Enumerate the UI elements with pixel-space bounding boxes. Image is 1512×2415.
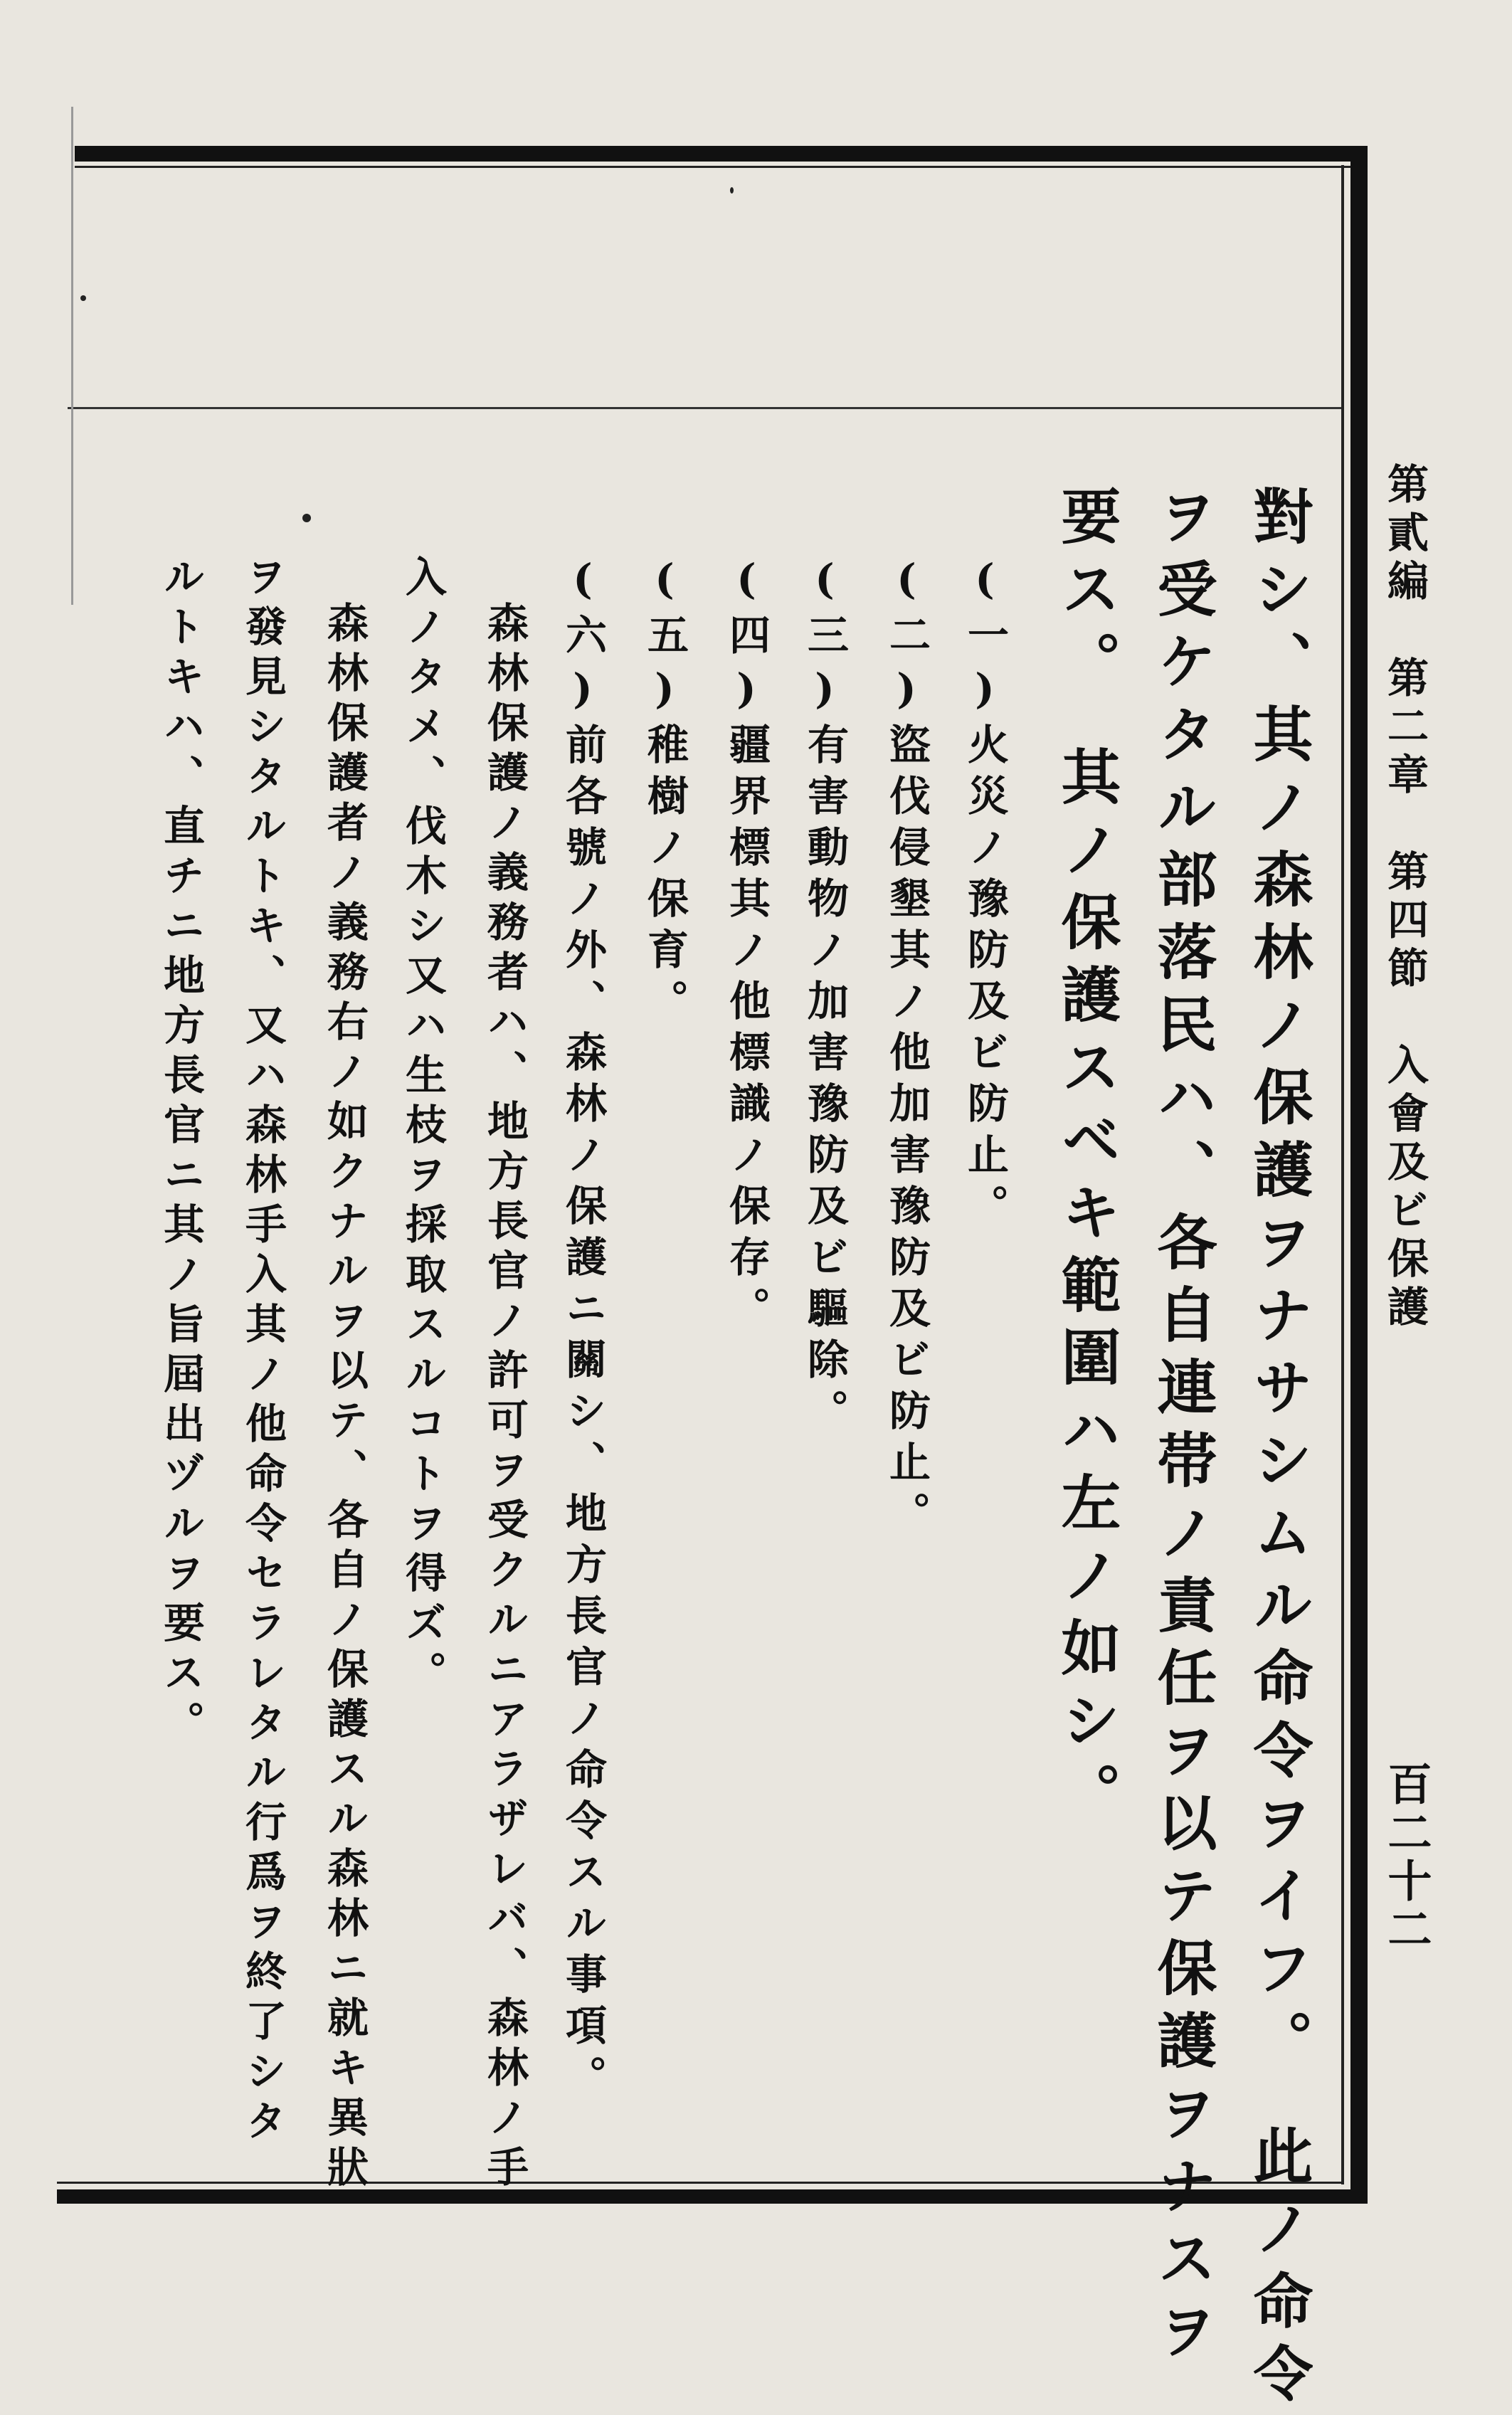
paragraph-line: 要ス。 其ノ保護スベキ範圍ハ左ノ如シ。: [1052, 485, 1122, 1834]
list-item: (四)疆界標其ノ他標識ノ保存。: [722, 555, 771, 1338]
list-item: (六)前各號ノ外、森林ノ保護ニ關シ、地方長官ノ命令スル事項。: [559, 555, 607, 2106]
body-line: 森林保護ノ義務者ハ、地方長官ノ許可ヲ受クルニアラザレバ、森林ノ手: [480, 601, 529, 2195]
body-line: ルトキハ、直チニ地方長官ニ其ノ旨屆出ヅルヲ要ス。: [157, 555, 205, 1750]
running-header: 第貳編 第二章 第四節 入會及ビ保護: [1380, 463, 1429, 1333]
list-item: (一)火災ノ豫防及ビ防止。: [961, 555, 1009, 1235]
frame-right-inner-rule: [1341, 165, 1344, 2184]
paragraph-line: 對シ、其ノ森林ノ保護ヲナサシムル命令ヲイフ。 此ノ命令: [1244, 485, 1314, 2415]
frame-top-border: [75, 146, 1366, 162]
page-left-edge: [71, 107, 73, 605]
frame-top-inner-rule: [75, 166, 1366, 168]
body-line: 森林保護者ノ義務右ノ如クナルヲ以テ、各自ノ保護スル森林ニ就キ異狀: [320, 601, 369, 2195]
paragraph-line: ヲ受ケタル部落民ハ、各自連帯ノ責任ヲ以テ保護ヲナスヲ: [1148, 485, 1218, 2372]
ink-speck: [302, 514, 311, 522]
page-number: 百二十二: [1380, 1761, 1432, 1955]
list-item: (五)稚樹ノ保育。: [640, 555, 689, 1030]
ink-speck: [80, 295, 86, 301]
list-item: (三)有害動物ノ加害豫防及ビ驅除。: [800, 555, 849, 1440]
section-divider-rule: [68, 407, 1341, 409]
frame-right-border: [1350, 146, 1368, 2204]
body-line: 入ノタメ、伐木シ又ハ生枝ヲ採取スルコトヲ得ズ。: [398, 555, 447, 1701]
list-item: (二)盜伐侵墾其ノ他加害豫防及ビ防止。: [882, 555, 931, 1543]
body-line: ヲ發見シタルトキ、又ハ森林手入其ノ他命令セラレタル行爲ヲ終了シタ: [238, 555, 287, 2149]
ink-speck: [730, 187, 734, 194]
